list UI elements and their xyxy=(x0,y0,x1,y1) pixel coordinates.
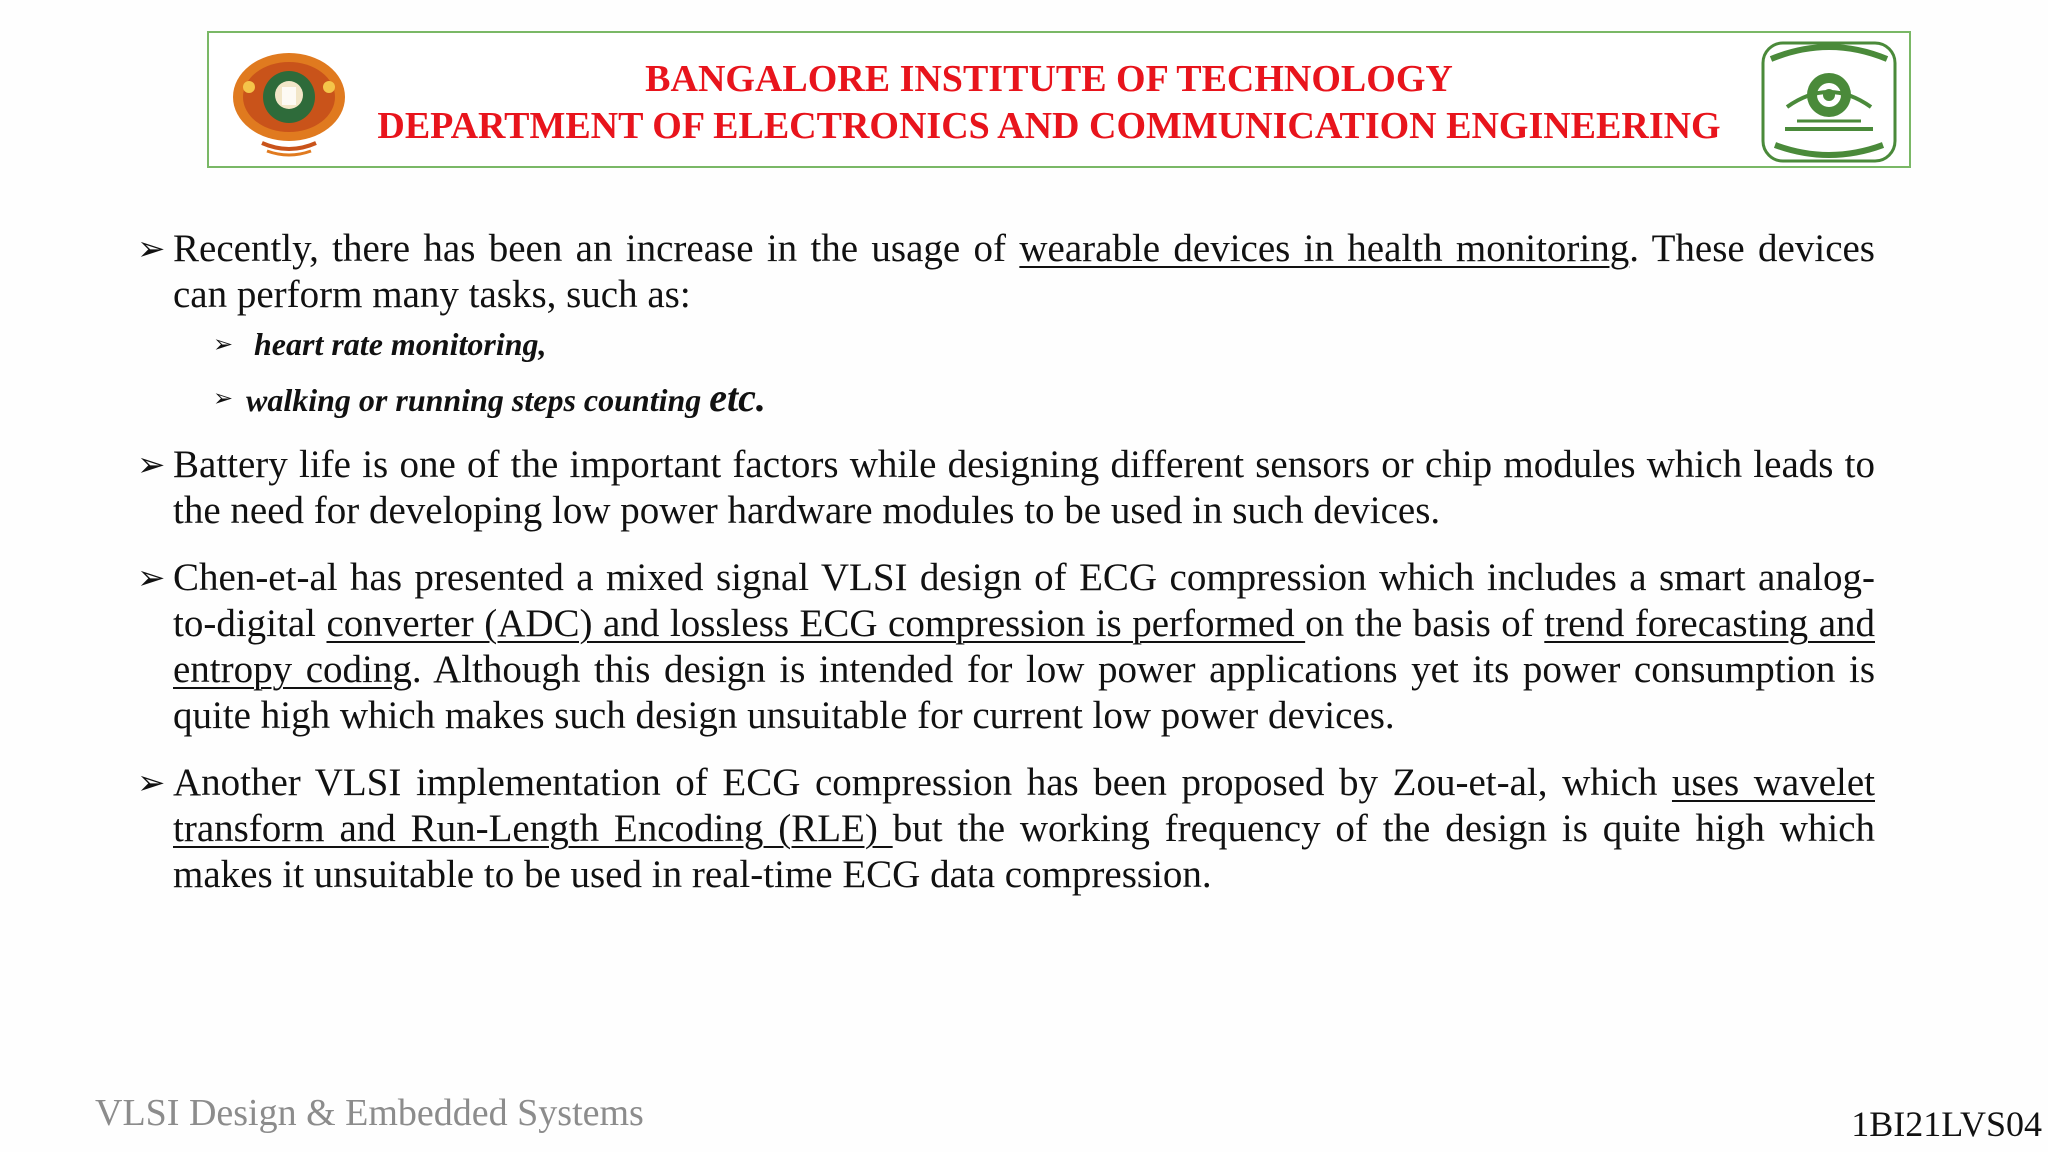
arrow-bullet-icon: ➢ xyxy=(213,330,234,358)
slide-content xyxy=(137,226,1875,898)
bullet-chen-et-al xyxy=(137,555,1875,739)
bullet-text: but the working frequency of the design is quite high which makes it unsuitable to be used in real-time ECG data compression. xyxy=(173,807,1876,896)
university-emblem-icon xyxy=(1757,37,1901,167)
header-banner xyxy=(207,31,1911,168)
institute-name: BANGALORE INSTITUTE OF TECHNOLOGY xyxy=(645,58,1453,100)
department-name: DEPARTMENT OF ELECTRONICS AND COMMUNICATION ENGINEERING xyxy=(377,105,1721,147)
sub-bullet-etc: etc. xyxy=(709,375,766,420)
underlined-phrase: wearable devices in health monitoring xyxy=(1019,227,1630,270)
sub-bullet-text: heart rate monitoring, xyxy=(254,326,547,362)
sub-bullet-steps xyxy=(137,375,1875,420)
arrow-bullet-icon: ➢ xyxy=(213,384,234,412)
sub-bullet-text: walking or running steps counting xyxy=(246,382,710,418)
arrow-bullet-icon: ➢ xyxy=(137,558,166,598)
footer-usn: 1BI21LVS04 xyxy=(1851,1104,2042,1144)
bullet-text: Chen-et-al has presented a mixed signal VLSI design of ECG compression which includes a smart analog-to-digital xyxy=(173,556,1875,645)
bullet-text: on the basis of xyxy=(1305,602,1545,645)
bullet-text: . Although this design is intended for low power applications yet its power consumption is quite high which makes such design unsuitable for current low power devices. xyxy=(173,648,1876,737)
arrow-bullet-icon: ➢ xyxy=(137,763,166,803)
bullet-text: Battery life is one of the important factors while designing different sensors or chip modules which leads to the need for developing low power hardware modules to be used in such devices. xyxy=(173,443,1875,532)
sub-bullet-heart-rate xyxy=(137,324,1875,364)
bullet-zou-et-al xyxy=(137,760,1875,898)
bullet-text: Recently, there has been an increase in the usage of xyxy=(173,227,1020,270)
bullet-text: . These devices can perform many tasks, such as: xyxy=(173,227,1875,316)
arrow-bullet-icon: ➢ xyxy=(137,229,166,269)
underlined-phrase: converter (ADC) and lossless ECG compression is performed xyxy=(326,602,1306,645)
bullet-text: Another VLSI implementation of ECG compression has been proposed by Zou-et-al, which xyxy=(173,761,1672,804)
footer-course-name: VLSI Design & Embedded Systems xyxy=(95,1092,644,1134)
bullet-battery-life xyxy=(137,442,1875,534)
arrow-bullet-icon: ➢ xyxy=(137,445,166,485)
underlined-phrase: trend forecasting and entropy coding xyxy=(173,602,1875,691)
bullet-wearable-devices xyxy=(137,226,1875,318)
underlined-phrase: uses wavelet transform and Run-Length Encoding (RLE) xyxy=(173,761,1875,850)
